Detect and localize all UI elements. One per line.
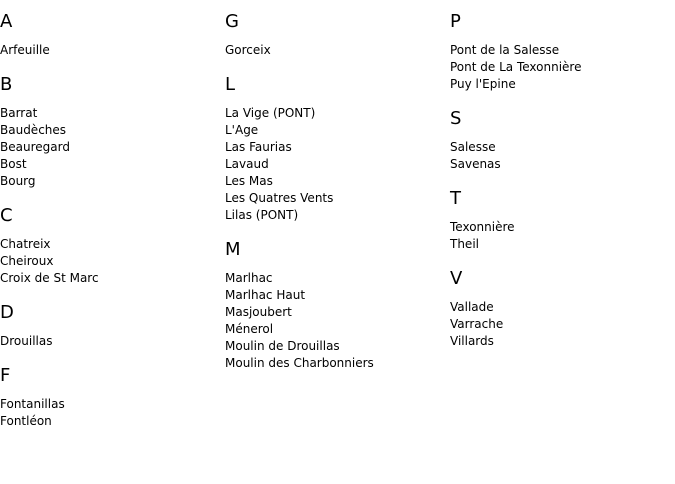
index-column-3 — [450, 12, 670, 366]
section-f — [0, 366, 220, 430]
place-item: Varrache — [450, 317, 504, 331]
index-column-2 — [225, 12, 445, 388]
section-letter: B — [0, 74, 13, 95]
section-letter: T — [450, 188, 461, 209]
place-item: Fontanillas — [0, 397, 65, 411]
place-item: Croix de St Marc — [0, 271, 99, 285]
place-list — [450, 139, 670, 173]
section-letter: F — [0, 365, 11, 386]
section-l — [225, 75, 445, 224]
section-letter: A — [0, 11, 13, 32]
place-list — [450, 219, 670, 253]
place-list — [450, 299, 670, 350]
section-p — [450, 12, 670, 93]
place-item: Lavaud — [225, 157, 269, 171]
place-item: Barrat — [0, 106, 38, 120]
index-column-1 — [0, 12, 220, 446]
section-s — [450, 109, 670, 173]
place-item: Arfeuille — [0, 43, 50, 57]
place-list — [0, 396, 220, 430]
place-list — [225, 270, 445, 372]
section-letter: L — [225, 74, 236, 95]
section-letter: V — [450, 268, 463, 289]
section-v — [450, 269, 670, 350]
place-item: Pont de La Texonnière — [450, 60, 582, 74]
section-c — [0, 206, 220, 287]
place-item: Drouillas — [0, 334, 53, 348]
section-t — [450, 189, 670, 253]
section-d — [0, 303, 220, 350]
place-item: Vallade — [450, 300, 494, 314]
place-list — [225, 105, 445, 224]
place-item: La Vige (PONT) — [225, 106, 316, 120]
place-item: Bost — [0, 157, 27, 171]
place-item: Moulin des Charbonniers — [225, 356, 374, 370]
place-item: Baudèches — [0, 123, 67, 137]
place-item: Savenas — [450, 157, 501, 171]
place-item: Marlhac Haut — [225, 288, 306, 302]
section-b — [0, 75, 220, 190]
section-letter: S — [450, 108, 462, 129]
place-item: Les Mas — [225, 174, 273, 188]
place-item: Bourg — [0, 174, 36, 188]
place-item: Gorceix — [225, 43, 271, 57]
place-list — [225, 42, 445, 59]
section-letter: G — [225, 11, 239, 32]
place-item: Theil — [450, 237, 479, 251]
section-letter: M — [225, 239, 241, 260]
section-letter: P — [450, 11, 461, 32]
section-letter: C — [0, 205, 13, 226]
place-item: Villards — [450, 334, 494, 348]
place-item: Ménerol — [225, 322, 274, 336]
place-list — [450, 42, 670, 93]
place-item: Les Quatres Vents — [225, 191, 334, 205]
place-item: Masjoubert — [225, 305, 292, 319]
place-item: Texonnière — [450, 220, 515, 234]
place-list — [0, 333, 220, 350]
place-item: Puy l'Epine — [450, 77, 516, 91]
section-g — [225, 12, 445, 59]
place-item: Lilas (PONT) — [225, 208, 299, 222]
place-item: Fontléon — [0, 414, 52, 428]
place-item: Pont de la Salesse — [450, 43, 560, 57]
place-item: Cheiroux — [0, 254, 54, 268]
place-item: Beauregard — [0, 140, 70, 154]
place-item: L'Age — [225, 123, 259, 137]
place-item: Moulin de Drouillas — [225, 339, 340, 353]
place-list — [0, 105, 220, 190]
place-item: Salesse — [450, 140, 496, 154]
place-list — [0, 236, 220, 287]
section-letter: D — [0, 302, 14, 323]
section-m — [225, 240, 445, 372]
place-list — [0, 42, 220, 59]
place-item: Las Faurias — [225, 140, 292, 154]
place-item: Marlhac — [225, 271, 273, 285]
section-a — [0, 12, 220, 59]
place-item: Chatreix — [0, 237, 51, 251]
